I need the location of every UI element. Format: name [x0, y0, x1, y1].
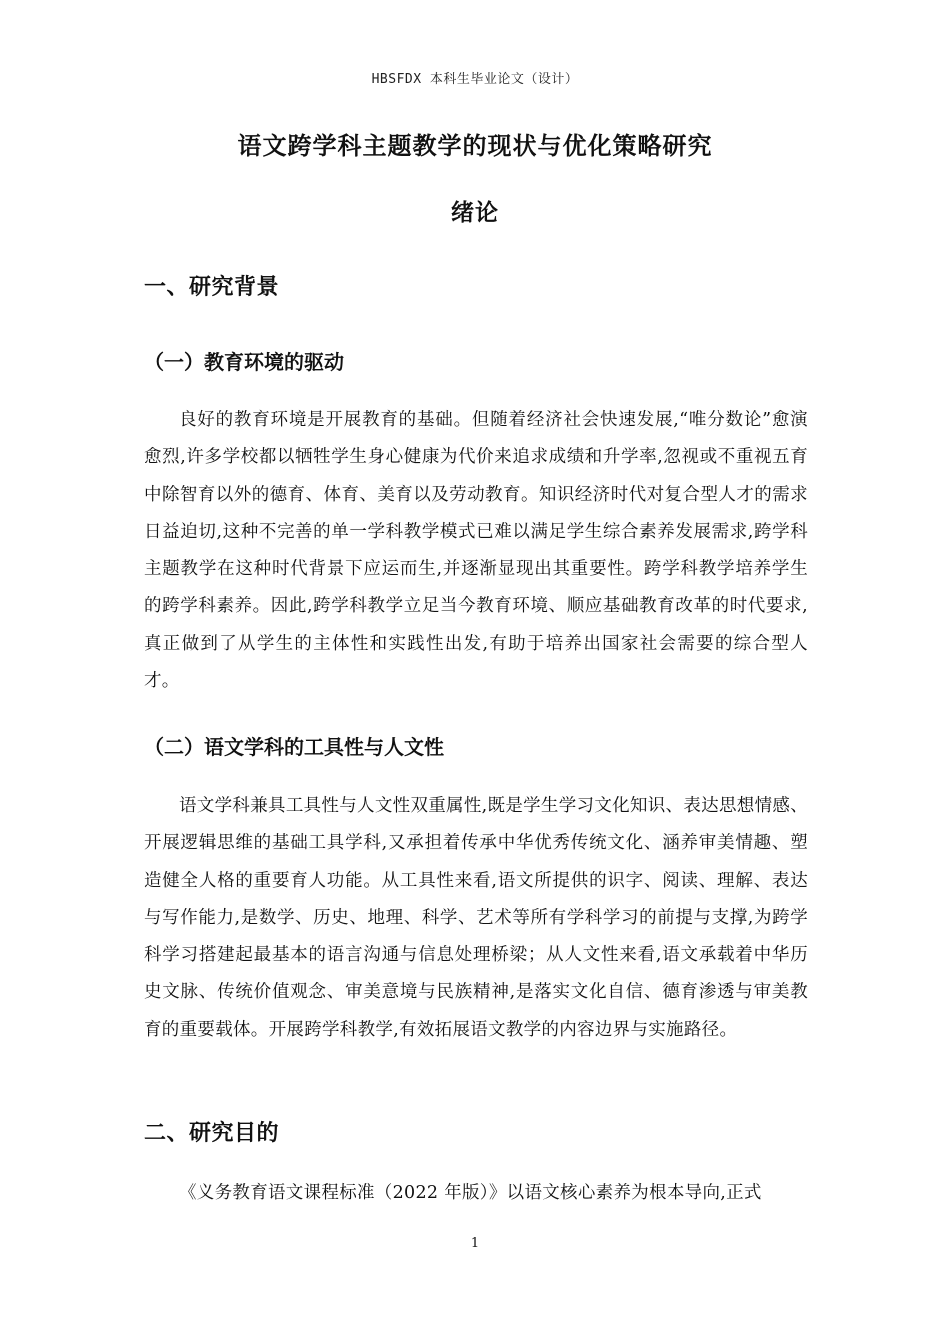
thesis-title: 语文跨学科主题教学的现状与优化策略研究 [237, 132, 713, 160]
section-heading-purpose: 二、研究目的 [144, 1121, 280, 1146]
paragraph-education-environment: 良好的教育环境是开展教育的基础。但随着经济社会快速发展,“唯分数论”愈演愈烈,许多学校都以牺牲学生身心健康为代价来追求成绩和升学率,忽视或不重视五育中除智育以外的德育、体育、美育以及劳动教育。知识经济时代对复合型人才的需求日益迫切,这种不完善的单一学科教学模式已难以满足学生综合素养发展需求,跨学科主题教学在这种时代背景下应运而生,并逐渐显现出其重要性。跨学科教学培养学生的跨学科素养。因此,跨学科教学立足当今教育环境、顺应基础教育改革的时代要求,真正做到了从学生的主体性和实践性出发,有助于培养出国家社会需要的综合型人才。 [144, 410, 808, 692]
paragraph-chinese-subject: 语文学科兼具工具性与人文性双重属性,既是学生学习文化知识、表达思想情感、开展逻辑思维的基础工具学科,又承担着传承中华优秀传统文化、涵养审美情趣、塑造健全人格的重要育人功能。从工具性来看,语文所提供的识字、阅读、理解、表达与写作能力,是数学、历史、地理、科学、艺术等所有学科学习的前提与支撑,为跨学科学习搭建起最基本的语言沟通与信息处理桥梁；从人文性来看,语文承载着中华历史文脉、传统价值观念、审美意境与民族精神,是落实文化自信、德育渗透与审美教育的重要载体。开展跨学科教学,有效拓展语文教学的内容边界与实施路径。 [144, 796, 808, 1040]
page-number: 1 [470, 1236, 480, 1251]
subsection-heading-chinese-subject: （二）语文学科的工具性与人文性 [144, 735, 444, 759]
chapter-title: 绪论 [451, 200, 499, 226]
section-heading-background: 一、研究背景 [144, 275, 280, 300]
subsection-heading-education-environment: （一）教育环境的驱动 [144, 350, 344, 374]
paragraph-purpose: 《义务教育语文课程标准（2022 年版）》以语文核心素养为根本导向,正式 [179, 1183, 762, 1203]
running-header: HBSFDX 本科生毕业论文（设计） [371, 72, 579, 87]
